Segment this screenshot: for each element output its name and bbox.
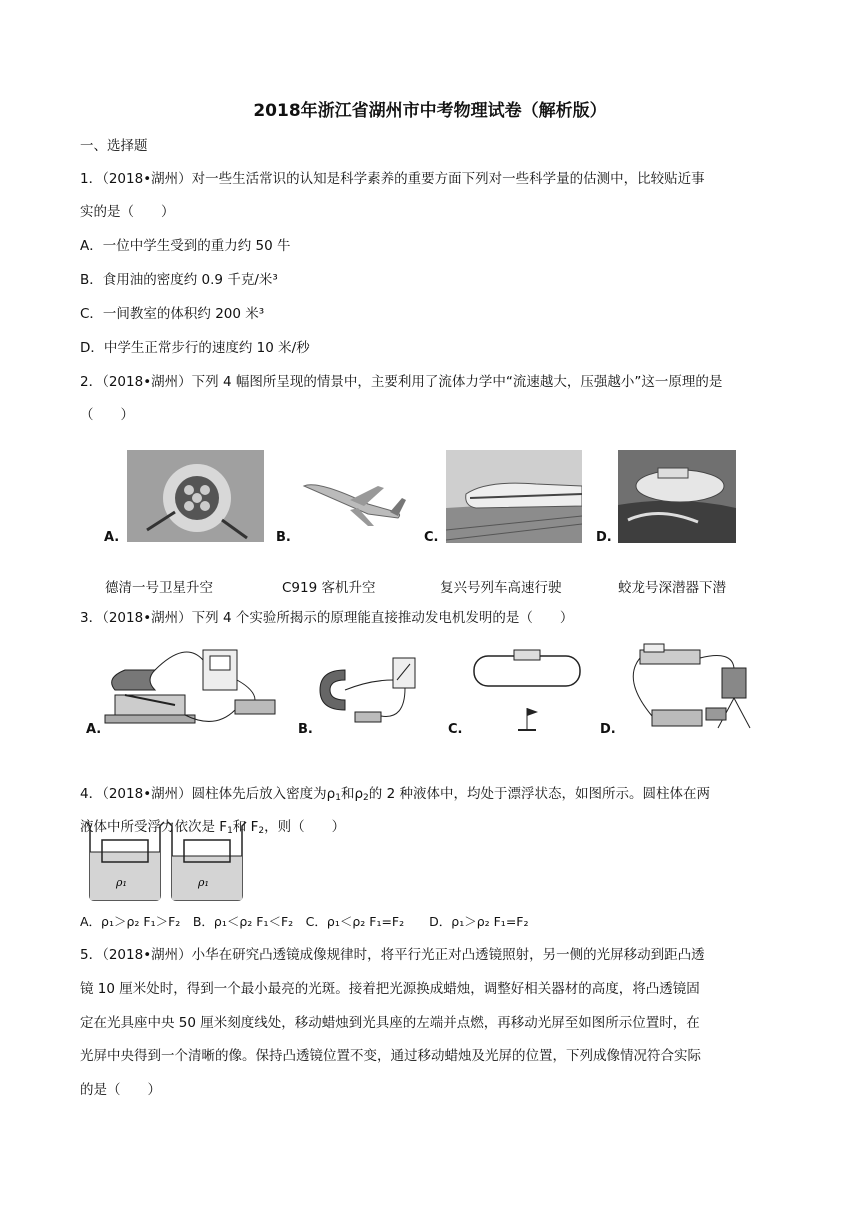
q1-stem-line1: 1．（2018•湖州）对一些生活常识的认知是科学素养的重要方面下列对一些科学量的估测中，比较贴近事 — [80, 171, 705, 187]
q4-options: A．ρ₁＞ρ₂ F₁＞F₂ B．ρ₁＜ρ₂ F₁＜F₂ C．ρ₁＜ρ₂ F₁=F₂ D．ρ₁＞ρ₂ F₁=F₂ — [80, 914, 529, 929]
circuit-diagram-c — [470, 646, 585, 736]
page-title: 2018年浙江省湖州市中考物理试卷（解析版） — [253, 101, 607, 121]
q2-label-c: C. — [424, 530, 439, 545]
q2-stem-line2: （ ） — [80, 407, 134, 423]
q5-line2: 镜 10 厘米处时，得到一个最小最亮的光斑。接着把光源换成蜡烛，调整好相关器材的高度，将凸透镜固 — [80, 981, 700, 997]
beaker-label-right: ρ₁ — [198, 876, 209, 889]
circuit-diagram-d — [622, 640, 762, 735]
q1-option-b: B．食用油的密度约 0.9 千克/米³ — [80, 272, 278, 288]
q5-line3: 定在光具座中央 50 厘米刻度线处，移动蜡烛到光具座的左端并点燃，再移动光屏至如图所示位置时，在 — [80, 1015, 700, 1031]
q3-label-c: C. — [448, 722, 463, 737]
q2-label-d: D. — [596, 530, 612, 545]
beaker-diagram — [84, 818, 260, 902]
airplane-photo — [298, 464, 414, 528]
q3-label-a: A. — [86, 722, 102, 737]
q2-caption-d: 蛟龙号深潜器下潜 — [618, 580, 726, 596]
q2-label-b: B. — [276, 530, 291, 545]
q1-stem-line2: 实的是（ ） — [80, 204, 175, 220]
q3-stem: 3．（2018•湖州）下列 4 个实验所揭示的原理能直接推动发电机发明的是（ ） — [80, 610, 574, 626]
q1-option-d: D．中学生正常步行的速度约 10 米/秒 — [80, 340, 310, 356]
q5-line4: 光屏中央得到一个清晰的像。保持凸透镜位置不变，通过移动蜡烛及光屏的位置，下列成像情况符合实际 — [80, 1048, 701, 1064]
q2-label-a: A. — [104, 530, 120, 545]
q2-stem-line1: 2．（2018•湖州）下列 4 幅图所呈现的情景中，主要利用了流体力学中“流速越大，压强越小”这一原理的是 — [80, 374, 723, 390]
q5-line5: 的是（ ） — [80, 1082, 161, 1098]
q2-caption-b: C919 客机升空 — [282, 580, 376, 596]
q1-option-c: C．一间教室的体积约 200 米³ — [80, 306, 265, 322]
q4-stem-line2: 液体中所受浮力依次是 $F_1$和 $F_2$，则（ ） — [80, 819, 346, 836]
q3-label-b: B. — [298, 722, 313, 737]
q3-label-d: D. — [600, 722, 616, 737]
train-photo — [446, 450, 582, 543]
circuit-diagram-b — [315, 650, 425, 730]
circuit-diagram-a — [85, 640, 285, 740]
q2-caption-c: 复兴号列车高速行驶 — [440, 580, 562, 596]
airplane-photo-icon — [298, 464, 414, 528]
q2-caption-a: 德清一号卫星升空 — [105, 580, 213, 596]
train-photo-icon — [446, 450, 582, 543]
satellite-photo — [127, 450, 264, 542]
submersible-photo — [618, 450, 736, 543]
q5-line1: 5．（2018•湖州）小华在研究凸透镜成像规律时，将平行光正对凸透镜照射，另一侧的光屏移动到距凸透 — [80, 947, 705, 963]
submersible-photo-icon — [618, 450, 736, 543]
beaker-label-left: ρ₁ — [116, 876, 127, 889]
section-heading: 一、选择题 — [80, 138, 148, 154]
satellite-photo-icon — [127, 450, 264, 542]
q1-option-a: A．一位中学生受到的重力约 50 牛 — [80, 238, 291, 254]
q4-stem-line1: 4．（2018•湖州）圆柱体先后放入密度为$\rho_1$和$\rho_2$的 2 种液体中，均处于漂浮状态，如图所示。圆柱体在两 — [80, 786, 710, 803]
